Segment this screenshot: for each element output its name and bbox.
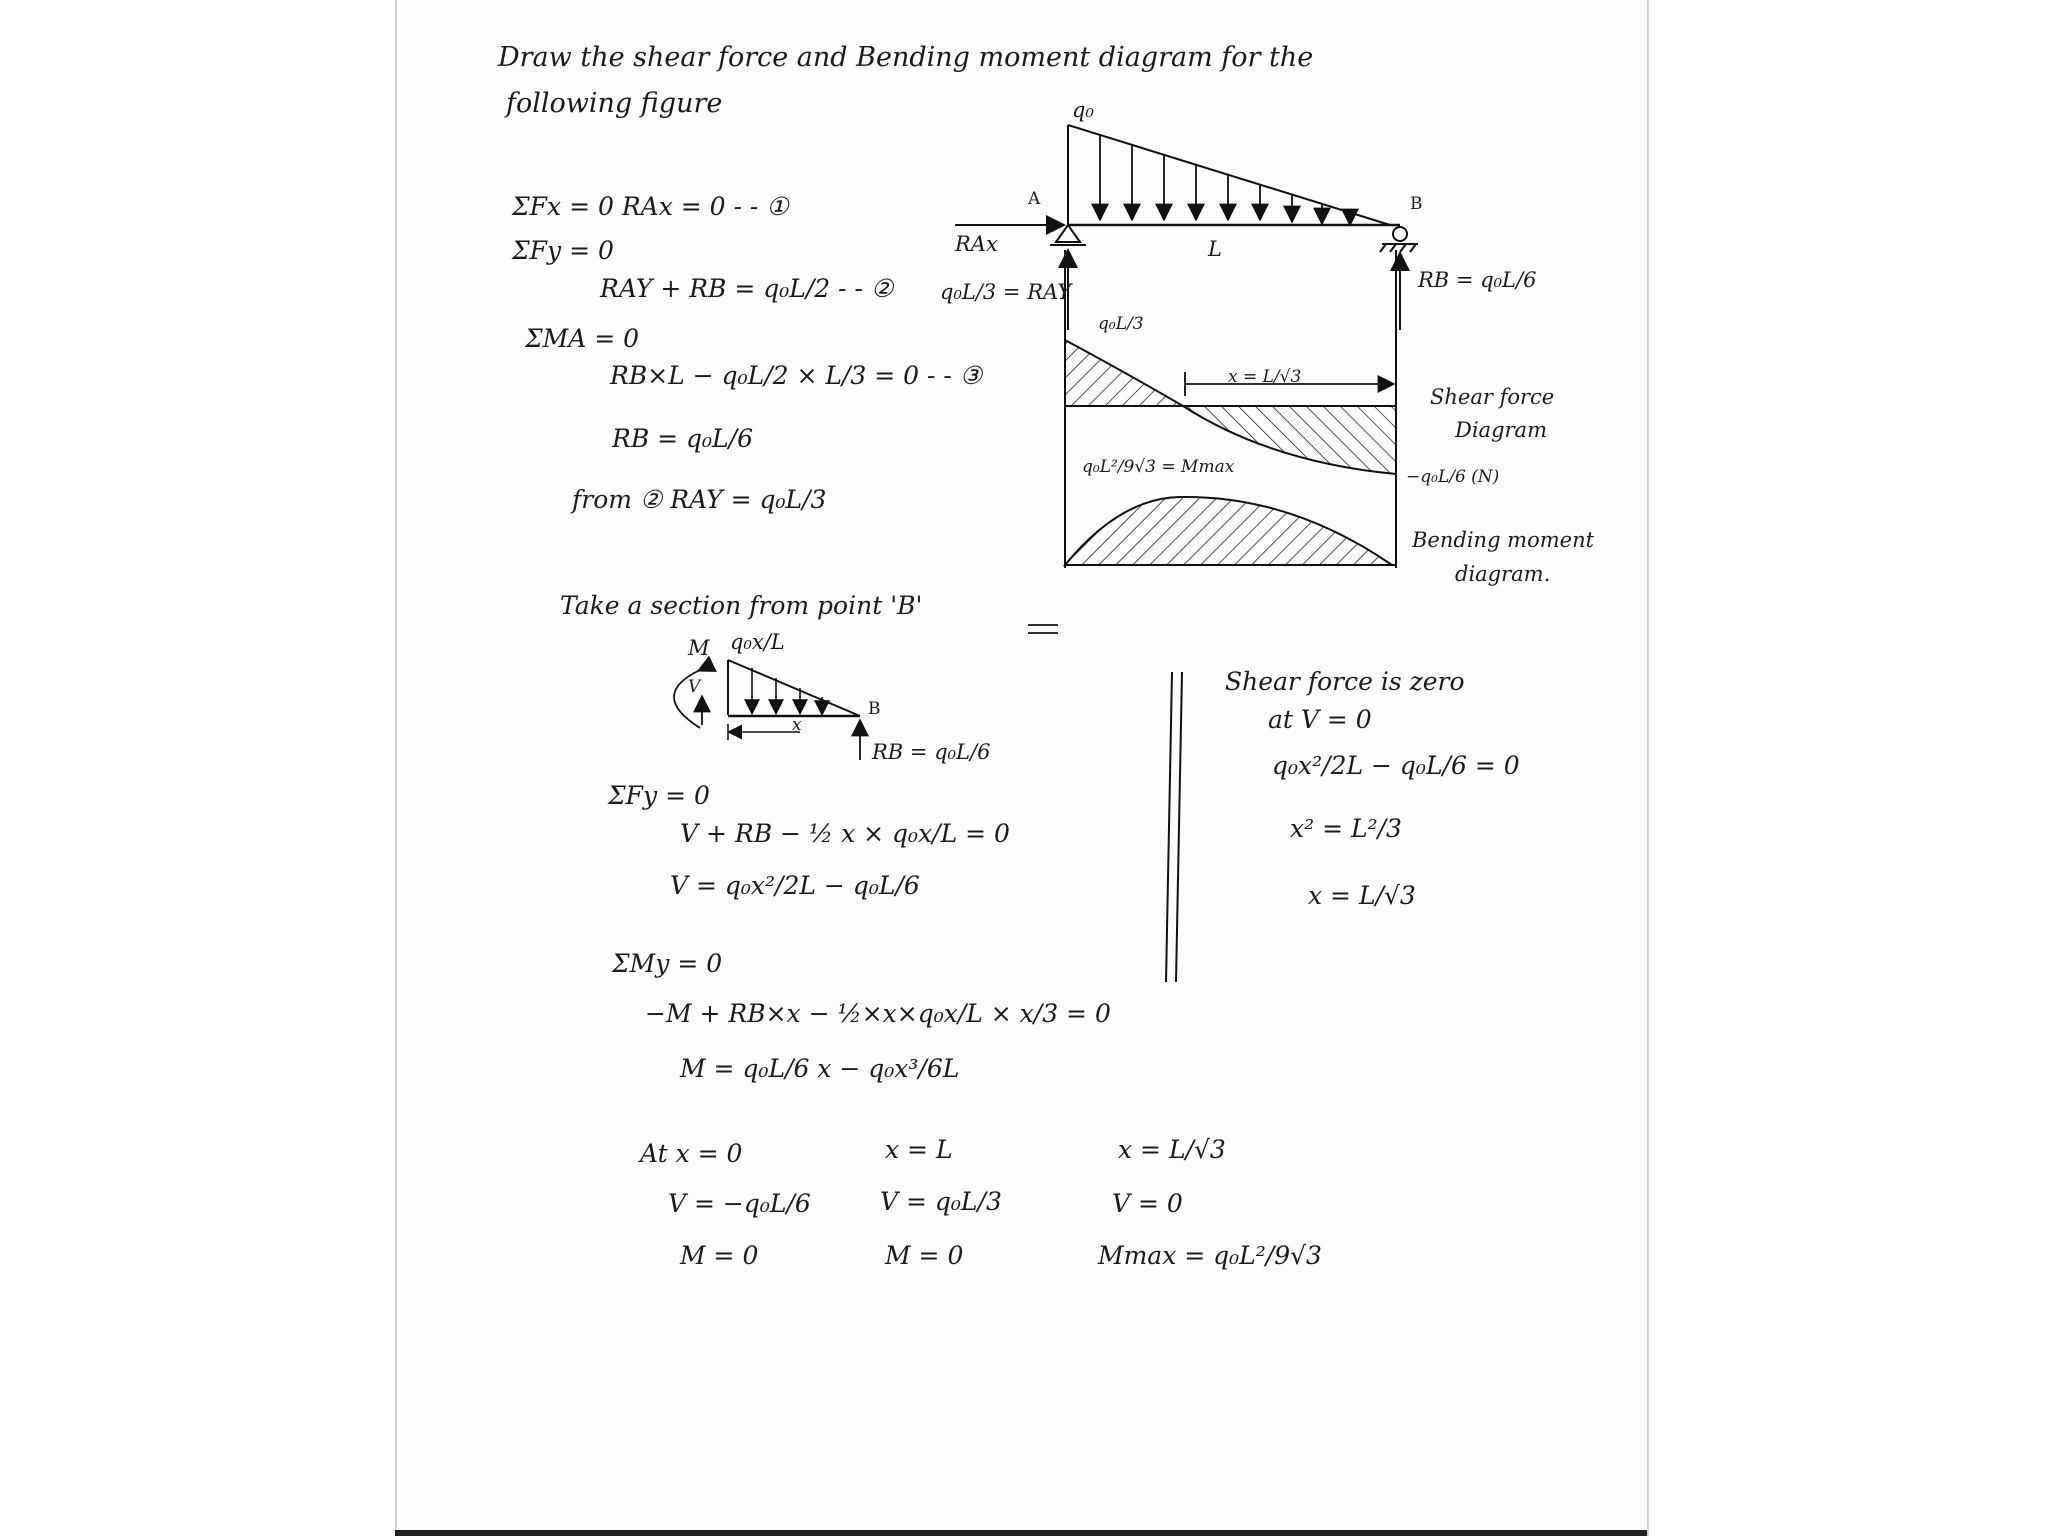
result-col2-head: x = L [885, 1135, 953, 1164]
point-a-label: A [1028, 189, 1041, 209]
section-m-result: M = q₀L/6 x − q₀x³/6L [680, 1054, 960, 1083]
bmd-max-label: q₀L²/9√3 = Mmax [1082, 457, 1235, 477]
section-m-equation: −M + RB×x − ½×x×q₀x/L × x/3 = 0 [645, 999, 1111, 1028]
result-col3-m: Mmax = q₀L²/9√3 [1098, 1241, 1322, 1270]
eq-ray-side: q₀L/3 = RAY [940, 280, 1072, 304]
eq-rb: RB = q₀L/6 [612, 424, 753, 453]
bmd-name-1: Bending moment [1412, 528, 1595, 552]
separator-double-line [1166, 672, 1182, 982]
sfd-x-label: x = L/√3 [1228, 367, 1302, 387]
result-col1-v: V = −q₀L/6 [668, 1189, 811, 1218]
section-sum-fy: ΣFy = 0 [608, 781, 710, 810]
zero-shear-line-2: at V = 0 [1268, 705, 1372, 734]
eq-sum-fx: ΣFx = 0 RAx = 0 - - ① [512, 192, 789, 221]
section-free-body [674, 660, 860, 760]
zero-shear-x-value: x = L/√3 [1308, 881, 1416, 910]
load-intensity-label: q₀ [1072, 98, 1094, 122]
bending-moment-diagram [1065, 497, 1396, 565]
result-col2-m: M = 0 [885, 1241, 964, 1270]
bmd-region [1065, 497, 1392, 565]
eq-3: RB×L − q₀L/2 × L/3 = 0 - - ③ [610, 361, 983, 390]
length-label: L [1208, 237, 1222, 261]
eq-2: RAY + RB = q₀L/2 - - ② [600, 274, 894, 303]
underlines [1028, 625, 1058, 633]
section-v-result: V = q₀x²/2L − q₀L/6 [670, 871, 920, 900]
section-sum-m: ΣMy = 0 [612, 949, 723, 978]
rax-label: RAx [955, 232, 998, 256]
section-m-label: M [688, 636, 710, 660]
rb-label: RB = q₀L/6 [1418, 268, 1537, 292]
section-heading: Take a section from point 'B' [560, 591, 923, 620]
result-col1-head: At x = 0 [640, 1139, 743, 1168]
eq-sum-ma: ΣMA = 0 [525, 324, 640, 353]
section-rb-label: RB = q₀L/6 [872, 740, 991, 764]
section-v-label: V [688, 677, 701, 697]
load-arrows [1100, 135, 1350, 223]
title-line-1: Draw the shear force and Bending moment diagram for the [498, 42, 1314, 73]
support-b [1380, 227, 1418, 252]
result-col1-m: M = 0 [680, 1241, 759, 1270]
sfd-bottom-value: −q₀L/6 (N) [1406, 467, 1500, 487]
result-col3-head: x = L/√3 [1118, 1135, 1226, 1164]
shear-force-diagram [1065, 340, 1396, 474]
bmd-name-2: diagram. [1455, 562, 1551, 586]
sfd-name-2: Diagram [1455, 418, 1547, 442]
sfd-top-value: q₀L/3 [1098, 314, 1144, 334]
title-line-2: following figure [506, 88, 723, 119]
result-col3-v: V = 0 [1112, 1189, 1183, 1218]
zero-shear-equation: q₀x²/2L − q₀L/6 = 0 [1272, 751, 1520, 780]
zero-shear-x-squared: x² = L²/3 [1290, 814, 1402, 843]
sfd-name-1: Shear force [1430, 385, 1555, 409]
support-a [1050, 225, 1086, 245]
section-v-equation: V + RB − ½ x × q₀x/L = 0 [680, 819, 1010, 848]
point-b-label: B [1410, 194, 1423, 214]
result-col2-v: V = q₀L/3 [880, 1187, 1002, 1216]
section-load-label: q₀x/L [730, 630, 785, 654]
zero-shear-line-1: Shear force is zero [1225, 667, 1465, 696]
eq-from-2: from ② RAY = q₀L/3 [572, 485, 827, 514]
section-b-label: B [868, 699, 881, 719]
eq-sum-fy: ΣFy = 0 [512, 236, 614, 265]
section-x-label: x [792, 715, 802, 735]
sfd-positive-region [1065, 340, 1183, 406]
distributed-load [1068, 125, 1390, 225]
